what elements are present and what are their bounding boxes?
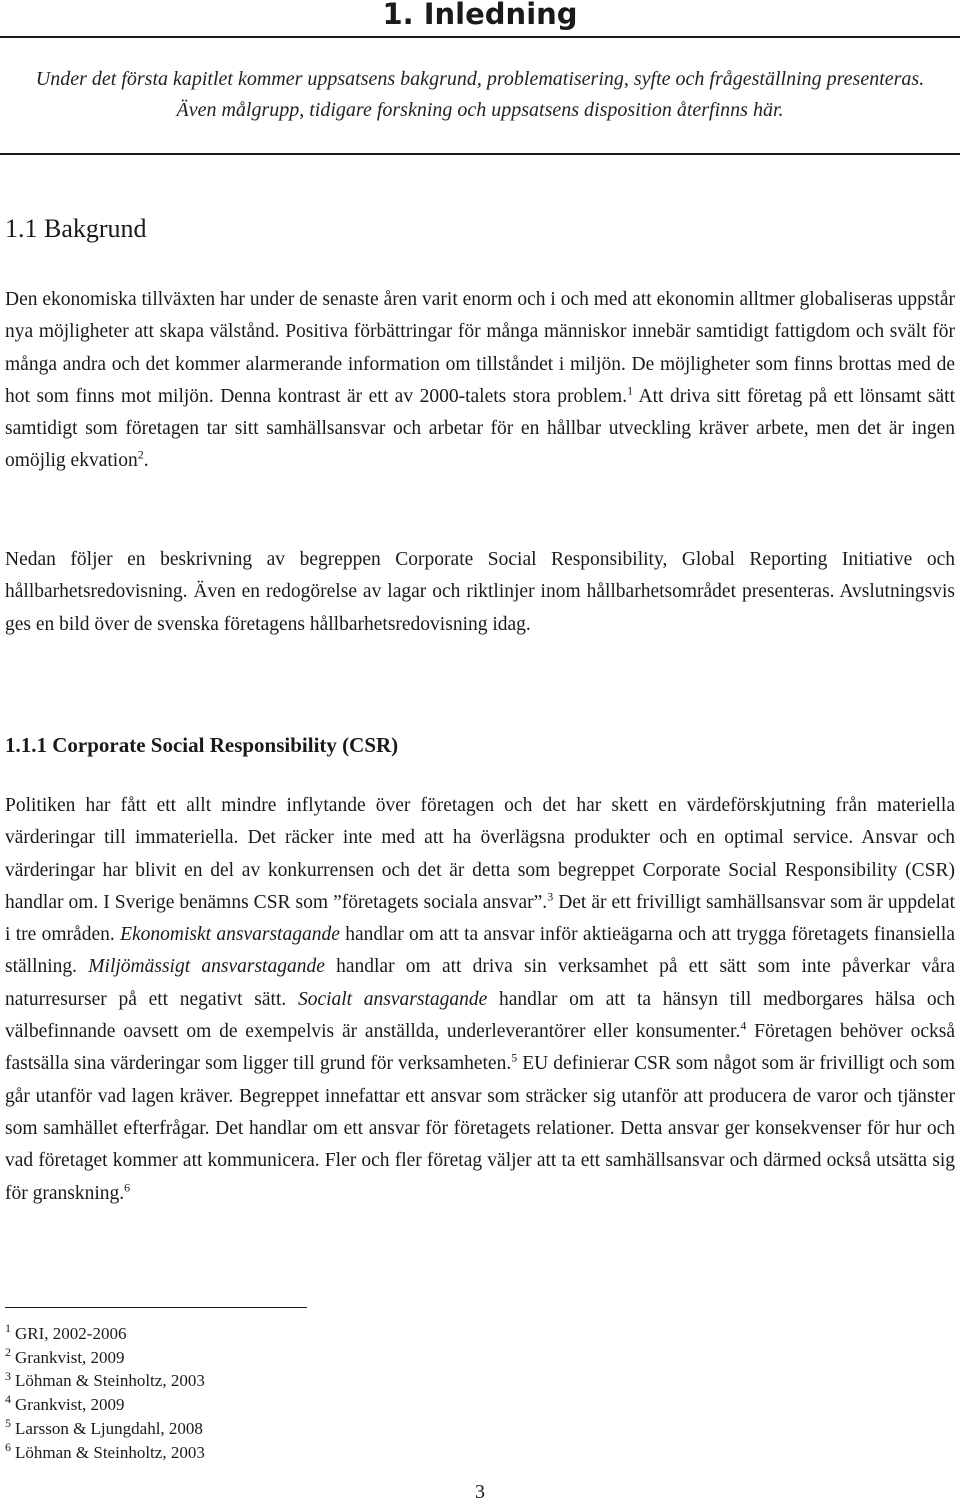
footnote-text: Löhman & Steinholtz, 2003 [15,1371,205,1391]
intro-line-1: Under det första kapitlet kommer uppsatsens bakgrund, problematisering, syfte och frågeställning presenteras. [35,68,925,90]
footnote-text: GRI, 2002-2006 [15,1324,127,1343]
footnote-number: 6 [5,1439,11,1454]
footnote [5,1417,205,1441]
footnote-number: 2 [5,1345,11,1360]
paragraph-csr [5,790,955,1210]
term-social-responsibility: Socialt ansvarstagande [297,988,488,1010]
footnote-ref-2: 2 [137,447,144,462]
section-heading: 1.1 Bakgrund [5,214,147,243]
footnote-ref-3: 3 [547,889,554,904]
subsection-heading: 1.1.1 Corporate Social Responsibility (CSR) [5,733,399,757]
footnote-number: 4 [5,1392,11,1407]
text: handlar om att ta hänsyn till medborgares hälsa och välbefinnande oavsett om de exempelvis är anställda, underleverantörer eller konsumenter. [5,988,956,1043]
footnote-text: Grankvist, 2009 [15,1395,125,1415]
footnote [5,1346,205,1370]
chapter-title: 1. Inledning [382,0,578,31]
text: . [143,450,149,472]
term-environmental-responsibility: Miljömässigt ansvarstagande [88,956,325,978]
footnote-ref-1: 1 [627,383,634,398]
footnote-text: Larsson & Ljungdahl, 2008 [15,1418,203,1438]
text: handlar om att ta ansvar inför aktieägarna och att trygga företagets finansiella ställning. [5,924,955,978]
text: Politiken har fått ett allt mindre inflytande över företagen och det har skett en värdeförskjutning från materiella värderingar till immateriella. Det räcker inte med att ha överlägsna produkter och en optimal service. Ansvar och värderingar har blivit en del av konkurrensen och det är detta som begreppet Corporate Social Responsibility (CSR) handlar om. I Sverige benämns CSR som ”företagets sociala ansvar”. [5,795,955,913]
footnote-ref-4: 4 [740,1018,747,1033]
title-top-rule [0,36,960,38]
text: Det är ett frivilligt samhällsansvar som är uppdelat i tre områden. [5,891,955,946]
footnote-number: 5 [5,1416,11,1431]
intro-line-2: Även målgrupp, tidigare forskning och uppsatsens disposition återfinns här. [176,99,784,121]
term-economic-responsibility: Ekonomiskt ansvarstagande [120,924,340,946]
text: Företagen behöver också fastsälla sina värderingar som ligger till grund för verksamheten. [5,1021,955,1075]
footnote-text: Löhman & Steinholtz, 2003 [15,1442,205,1462]
footnote-number: 3 [5,1368,11,1383]
intro-bottom-rule [0,153,960,155]
footnote [5,1369,205,1393]
footnotes-list [5,1322,205,1464]
footnote-number: 1 [5,1321,11,1336]
footnote [5,1441,205,1465]
text: EU definierar CSR som något som är frivilligt och som går utanför vad lagen kräver. Begreppet innefattar ett ansvar som sträcker sig utanför att producera de varor och tjänster som samhället efterfrågar. Det handlar om ett ansvar för företagets relationer. Detta ansvar ger konsekvenser för hur och vad företaget kommer att kommunicera. Fler och fler företag väljer att ta ett samhällsansvar och därmed också utsätta sig för granskning. [5,1053,955,1204]
paragraph-background [5,284,955,478]
footnote [5,1393,205,1417]
footnote-text: Grankvist, 2009 [15,1347,125,1367]
paragraph-outline: Nedan följer en beskrivning av begreppen Corporate Social Responsibility, Global Reporting Initiative och hållbarhetsredovisning. Även en redogörelse av lagar och riktlinjer inom hållbarhetsområdet presenteras. Avslutningsvis ges en bild över de svenska företagens hållbarhetsredovisning idag. [5,549,955,635]
page-number: 3 [475,1481,485,1503]
footnote-separator [5,1307,307,1308]
text: handlar om att driva sin verksamhet på ett sätt som inte påverkar våra naturresurser på ett negativt sätt. [5,956,955,1010]
chapter-intro [0,64,960,126]
footnote-ref-5: 5 [511,1050,518,1065]
text: Att driva sitt företag på ett lönsamt sätt samtidigt som företagen tar sitt samhällsansvar och arbetar för en hållbar utveckling kräver arbete, men det är ingen omöjlig ekvation [5,385,955,472]
footnote [5,1322,205,1346]
footnote-ref-6: 6 [124,1180,131,1195]
text: Den ekonomiska tillväxten har under de senaste åren varit enorm och i och med att ekonomin alltmer globaliseras uppstår nya möjligheter att skapa välstånd. Positiva förbättringar för många människor innebär samtidigt fattigdom och svält för många andra och det kommer alarmerande information om tillståndet i miljön. De möjligheter som finns brottas med de hot som finns mot miljön. Denna kontrast är ett av 2000-talets stora problem. [5,289,955,407]
